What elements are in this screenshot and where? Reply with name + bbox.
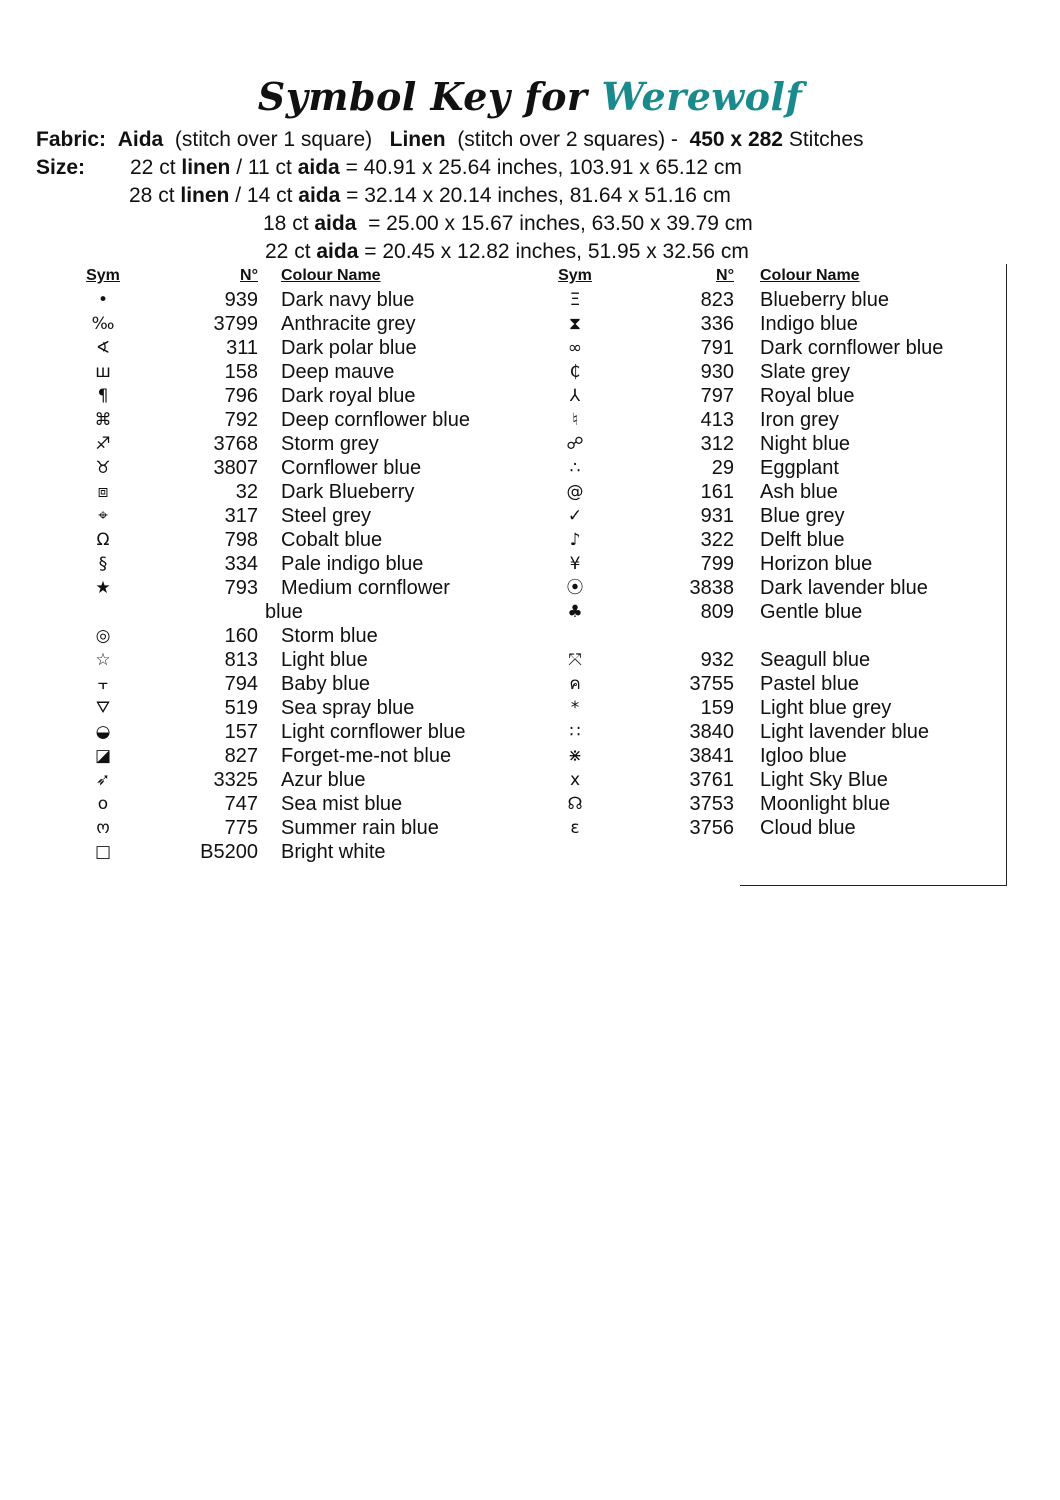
symbol-icon: ш [95,362,111,382]
colour-name: Moonlight blue [760,793,891,815]
thread-number: 334 [224,553,258,575]
thread-number: 413 [700,409,734,431]
table-row [0,720,1060,744]
size-line-2: 28 ct linen / 14 ct aida = 32.14 x 20.14 inches, 81.64 x 51.16 cm [129,184,731,207]
thread-number: 3799 [213,313,258,335]
thread-number: 791 [700,337,734,359]
colour-name: Sea mist blue [281,793,403,815]
table-row [0,288,1060,312]
colour-name: Royal blue [760,385,855,407]
header-colour-name: Colour Name [281,267,381,284]
symbol-icon: ค [569,674,581,694]
symbol-icon: ◒ [95,722,111,742]
symbol-icon: ⅄ [569,386,581,406]
colour-name: Deep cornflower blue [281,409,470,431]
size-line-3: 18 ct aida = 25.00 x 15.67 inches, 63.50 x 39.79 cm [263,212,753,235]
symbol-icon: Ξ [569,290,581,310]
colour-name: Deep mauve [281,361,395,383]
thread-number: 322 [700,529,734,551]
table-row [0,816,1060,840]
symbol-icon: • [97,290,109,310]
table-row [0,456,1060,480]
symbol-icon: ◎ [95,626,111,646]
colour-name: Light blue grey [760,697,892,719]
thread-number: 797 [700,385,734,407]
colour-name: Light lavender blue [760,721,930,743]
symbol-icon: ★ [95,578,111,598]
thread-number: 3761 [689,769,734,791]
thread-number: 796 [224,385,258,407]
colour-name: Igloo blue [760,745,847,767]
thread-number: 311 [226,337,258,359]
colour-name: Light cornflower blue [281,721,466,743]
header-colour-name: Colour Name [760,267,860,284]
colour-name: Dark lavender blue [760,577,928,599]
colour-name: Anthracite grey [281,313,416,335]
fabric-aida-note: (stitch over 1 square) [174,128,373,151]
page-title [0,74,1060,119]
title-prefix: Symbol Key for [257,74,588,119]
colour-name: Summer rain blue [281,817,439,839]
colour-name-continued: blue [265,601,303,623]
colour-name: Horizon blue [760,553,873,575]
thread-number: 161 [700,481,734,503]
size-line-1: 22 ct linen / 11 ct aida = 40.91 x 25.64 inches, 103.91 x 65.12 cm [130,156,742,179]
colour-name: Slate grey [760,361,851,383]
symbol-icon: ◪ [94,746,112,766]
symbol-icon: ♮ [571,410,579,430]
symbol-icon: ➶ [95,770,111,790]
fabric-linen: Linen [389,128,446,151]
thread-number: 160 [224,625,258,647]
thread-number: 939 [224,289,258,311]
symbol-icon: ∢ [95,338,111,358]
symbol-icon: ⌖ [98,506,108,526]
colour-name: Storm blue [281,625,378,647]
symbol-icon: x [569,770,581,790]
colour-name: Delft blue [760,529,845,551]
colour-name: Gentle blue [760,601,863,623]
thread-number: 3325 [213,769,258,791]
thread-number: 930 [700,361,734,383]
symbol-icon: ⦿ [566,578,584,598]
colour-name: Pastel blue [760,673,859,695]
thread-number: 931 [700,505,734,527]
colour-name: Dark polar blue [281,337,417,359]
pattern-name: Werewolf [601,74,803,119]
table-row [0,768,1060,792]
symbol-icon: ♪ [569,530,581,550]
thread-number: 312 [700,433,734,455]
symbol-icon: ¶ [97,386,109,406]
colour-name: Cornflower blue [281,457,422,479]
thread-number: 798 [224,529,258,551]
stitch-count: 450 x 282 [689,128,783,151]
table-right-border [1006,264,1007,886]
symbol-icon: ♉ [95,458,111,478]
colour-name: Storm grey [281,433,379,455]
symbol-icon: ∷ [569,722,581,742]
thread-number: 792 [224,409,258,431]
symbol-icon: Ω [96,530,110,550]
header-sym: Sym [558,267,592,284]
table-row [0,600,1060,624]
symbol-icon: ⛛ [95,698,111,718]
thread-number: 158 [224,361,258,383]
thread-number: 827 [224,745,258,767]
symbol-icon: ⫟ [97,674,109,694]
thread-number: 932 [700,649,734,671]
fabric-linen-note: (stitch over 2 squares) - [457,128,678,151]
colour-name: Cloud blue [760,817,856,839]
colour-name: Night blue [760,433,851,455]
thread-number: 3756 [689,817,734,839]
table-row [0,336,1060,360]
symbol-icon: @ [566,482,584,502]
thread-number: 775 [224,817,258,839]
table-header [0,264,1060,288]
thread-number: 3755 [689,673,734,695]
symbol-icon: § [98,554,108,574]
fabric-line [36,126,864,154]
colour-name: Dark cornflower blue [760,337,944,359]
colour-name: Light blue [281,649,368,671]
colour-name: Light Sky Blue [760,769,888,791]
fabric-aida: Aida [117,128,164,151]
colour-name: Pale indigo blue [281,553,424,575]
colour-name: Azur blue [281,769,366,791]
thread-number: 3838 [689,577,734,599]
table-row [0,528,1060,552]
symbol-icon: ε [570,818,580,838]
symbol-icon: o [97,794,109,814]
table-bottom-border [740,885,1007,886]
symbol-icon: ☊ [567,794,583,814]
symbol-icon: ₵ [569,362,581,382]
header-sym: Sym [86,267,120,284]
symbol-icon: ♣ [567,602,583,622]
table-row [0,648,1060,672]
symbol-icon: ⋇ [567,746,583,766]
thread-number: 823 [700,289,734,311]
thread-number: 3840 [689,721,734,743]
table-row [0,696,1060,720]
symbol-icon: ∞ [567,338,583,358]
thread-number: 336 [700,313,734,335]
thread-number: 32 [235,481,258,503]
thread-number: B5200 [200,841,258,863]
thread-number: 3753 [689,793,734,815]
symbol-icon: ¥ [569,554,581,574]
thread-number: 317 [224,505,258,527]
symbol-icon: □ [94,842,112,862]
table-row [0,672,1060,696]
colour-name: Indigo blue [760,313,858,335]
thread-number: 793 [224,577,258,599]
colour-name: Blue grey [760,505,845,527]
colour-name: Ash blue [760,481,838,503]
colour-name: Seagull blue [760,649,871,671]
colour-name: Eggplant [760,457,839,479]
size-line-4: 22 ct aida = 20.45 x 12.82 inches, 51.95 x 32.56 cm [265,240,749,263]
stitch-word: Stitches [788,128,864,151]
colour-name: Blueberry blue [760,289,889,311]
thread-number: 3841 [689,745,734,767]
thread-number: 794 [224,673,258,695]
symbol-icon: ⧈ [97,482,109,502]
symbol-icon: ო [96,818,110,838]
table-row [0,360,1060,384]
table-row [0,624,1060,648]
symbol-icon: ‰ [91,314,115,334]
colour-name: Baby blue [281,673,370,695]
table-row [0,312,1060,336]
colour-name: Cobalt blue [281,529,383,551]
colour-name: Steel grey [281,505,372,527]
colour-name: Dark Blueberry [281,481,415,503]
colour-name: Dark navy blue [281,289,415,311]
colour-name: Bright white [281,841,386,863]
thread-number: 809 [700,601,734,623]
thread-number: 747 [224,793,258,815]
colour-name: Medium cornflower [281,577,450,599]
thread-number: 3768 [213,433,258,455]
symbol-icon: ☆ [95,650,111,670]
colour-name: Forget-me-not blue [281,745,452,767]
colour-name: Dark royal blue [281,385,416,407]
table-row [0,744,1060,768]
thread-number: 519 [224,697,258,719]
table-row [0,408,1060,432]
header-number: N° [716,267,734,284]
colour-name: Sea spray blue [281,697,415,719]
thread-number: 813 [224,649,258,671]
thread-number: 159 [700,697,734,719]
thread-number: 157 [224,721,258,743]
thread-number: 3807 [213,457,258,479]
symbol-icon: ✓ [567,506,583,526]
symbol-icon: ⧗ [569,314,581,334]
symbol-icon: ⤧ [568,650,582,670]
table-row [0,792,1060,816]
table-row [0,840,1060,864]
symbol-icon: ♐ [95,434,111,454]
table-row [0,384,1060,408]
colour-name: Iron grey [760,409,839,431]
symbol-icon: ⌘ [94,410,112,430]
table-row [0,480,1060,504]
thread-number: 29 [711,457,734,479]
symbol-icon: ☍ [566,434,584,454]
thread-number: 799 [700,553,734,575]
header-number: N° [240,267,258,284]
table-row [0,504,1060,528]
table-row [0,552,1060,576]
symbol-icon: ∴ [569,458,581,478]
fabric-label: Fabric: [36,128,107,151]
size-label: Size: [36,156,86,179]
table-row [0,432,1060,456]
table-row [0,576,1060,600]
symbol-icon: * [570,698,580,718]
